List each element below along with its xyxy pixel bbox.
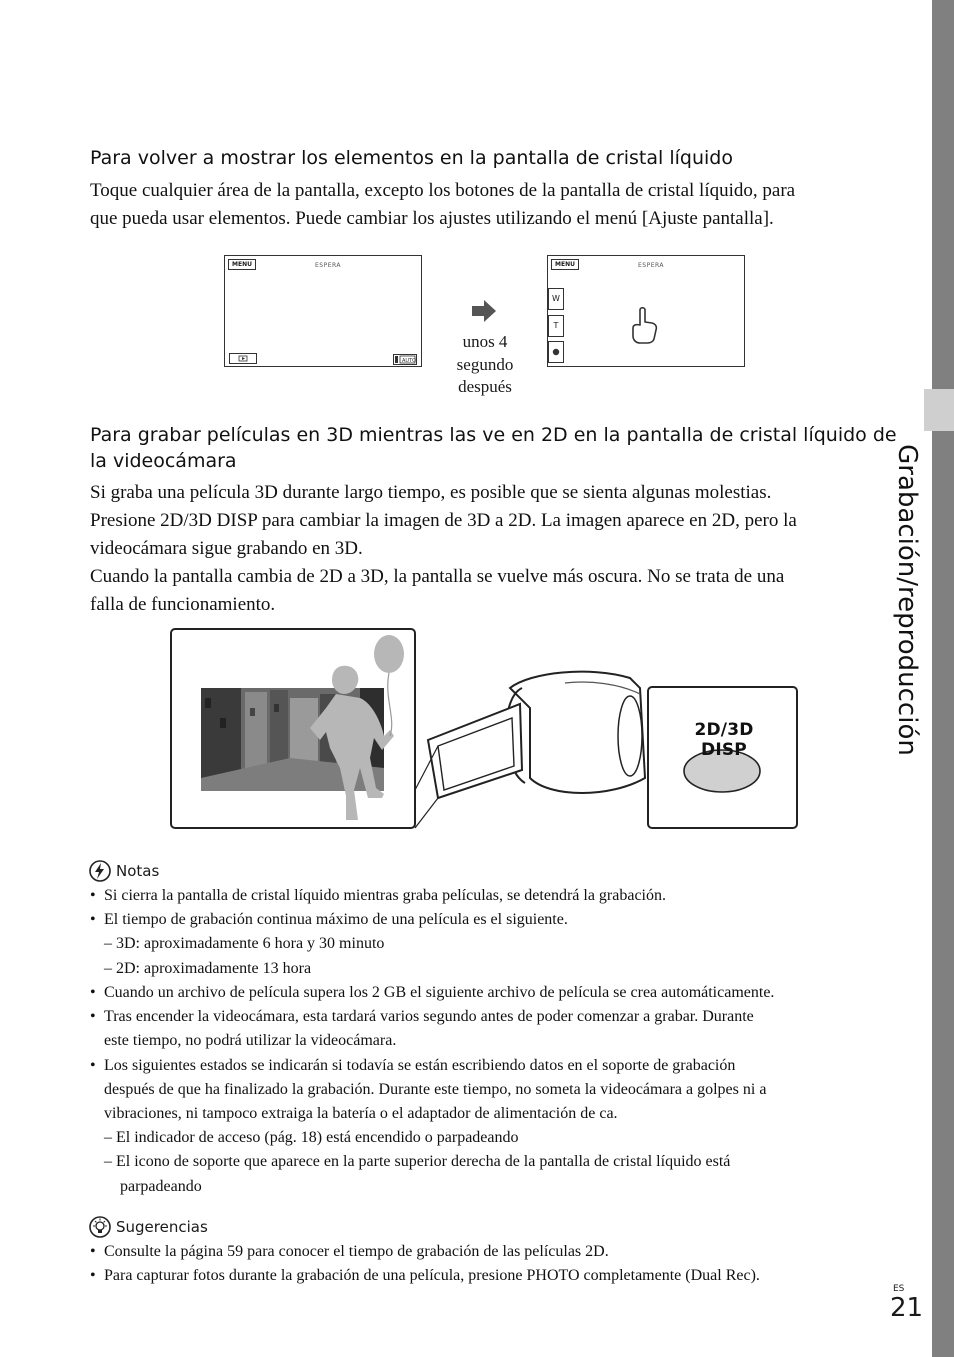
- page-number: 21: [890, 1293, 924, 1323]
- section2-heading-line-1: Para grabar películas en 3D mientras las ve en 2D en la pantalla de cristal líquido de: [90, 424, 897, 446]
- section1-heading: Para volver a mostrar los elementos en la pantalla de cristal líquido: [90, 147, 733, 169]
- note-line-6: Tras encender la videocámara, esta tardará varios segundo antes de poder comenzar a grabar. Durante: [104, 1008, 754, 1025]
- arrow-right-icon: [470, 298, 498, 324]
- bullet: •: [90, 1008, 96, 1025]
- section2-line-5: falla de funcionamiento.: [90, 594, 276, 615]
- note-line-3: – 3D: aproximadamente 6 hora y 30 minuto: [104, 935, 385, 952]
- menu-button: MENU: [228, 259, 256, 270]
- note-line-7: este tiempo, no podrá utilizar la videocámara.: [104, 1032, 397, 1049]
- status-label: ESPERA: [638, 262, 665, 269]
- bullet: •: [90, 887, 96, 904]
- note-line-8: Los siguientes estados se indicarán si todavía se están escribiendo datos en el soporte de grabación: [104, 1057, 736, 1074]
- note-line-1: Si cierra la pantalla de cristal líquido mientras graba películas, se detendrá la grabación.: [104, 887, 666, 904]
- lcd-screen-after: [547, 255, 745, 367]
- 2d3d-disp-label: 2D/3D DISP: [694, 720, 754, 760]
- section2-line-1: Si graba una película 3D durante largo tiempo, es posible que se sienta algunas molestias.: [90, 482, 772, 503]
- tip-line-2: Para capturar fotos durante la grabación de una película, presione PHOTO completamente (Dual Rec).: [104, 1267, 760, 1284]
- note-line-13: parpadeando: [120, 1178, 202, 1195]
- section-side-title: Grabación/reproducción: [892, 444, 922, 756]
- section2-line-2: Presione 2D/3D DISP para cambiar la imagen de 3D a 2D. La imagen aparece en 2D, pero la: [90, 510, 797, 531]
- bullet: •: [90, 984, 96, 1001]
- notes-title: Notas: [116, 862, 160, 880]
- transition-caption: [440, 331, 530, 399]
- side-bar-tab: [924, 389, 954, 431]
- svg-text:AUTO: AUTO: [402, 358, 417, 364]
- section2-line-3: videocámara sigue grabando en 3D.: [90, 538, 363, 559]
- section2-heading-line-2: la videocámara: [90, 450, 237, 472]
- playback-icon: [229, 353, 257, 364]
- lcd-screen-before: [224, 255, 422, 367]
- bullet: •: [90, 1243, 96, 1260]
- status-label: ESPERA: [315, 262, 342, 269]
- tips-lightbulb-icon: [89, 1216, 111, 1238]
- record-button: [548, 341, 564, 363]
- bullet: •: [90, 911, 96, 928]
- bullet: •: [90, 1267, 96, 1284]
- info-icon: [393, 352, 417, 363]
- note-line-11: – El indicador de acceso (pág. 18) está encendido o parpadeando: [104, 1129, 519, 1146]
- language-code: ES: [893, 1284, 905, 1294]
- side-bar: [932, 0, 954, 1357]
- caption-line-1: unos 4: [462, 332, 508, 351]
- tip-line-1: Consulte la página 59 para conocer el tiempo de grabación de las películas 2D.: [104, 1243, 609, 1260]
- tips-title: Sugerencias: [116, 1218, 208, 1236]
- zoom-w-button: W: [548, 288, 564, 310]
- note-line-2: El tiempo de grabación continua máximo de una película es el siguiente.: [104, 911, 568, 928]
- zoom-t-button: T: [548, 315, 564, 337]
- caption-line-2: segundo: [456, 354, 514, 374]
- section1-line-1: Toque cualquier área de la pantalla, excepto los botones de la pantalla de cristal líquido, para: [90, 180, 796, 201]
- menu-button: MENU: [551, 259, 579, 270]
- note-line-9: después de que ha finalizado la grabación. Durante este tiempo, no someta la videocámara a golpes ni a: [104, 1081, 767, 1098]
- note-line-4: – 2D: aproximadamente 13 hora: [104, 960, 312, 977]
- note-line-10: vibraciones, ni tampoco extraiga la batería o el adaptador de alimentación de ca.: [104, 1105, 618, 1122]
- section2-line-4: Cuando la pantalla cambia de 2D a 3D, la pantalla se vuelve más oscura. No se trata de una: [90, 566, 785, 587]
- caption-line-3: después: [458, 377, 512, 396]
- note-line-12: – El icono de soporte que aparece en la parte superior derecha de la pantalla de cristal líquido está: [104, 1153, 731, 1170]
- camcorder-illustration: [170, 628, 800, 832]
- note-line-5: Cuando un archivo de película supera los 2 GB el siguiente archivo de película se crea automáticamente.: [104, 984, 775, 1001]
- section1-line-2: que pueda usar elementos. Puede cambiar los ajustes utilizando el menú [Ajuste pantalla].: [90, 208, 774, 229]
- notes-icon: [89, 860, 111, 882]
- touch-finger-icon: [630, 306, 660, 346]
- bullet: •: [90, 1057, 96, 1074]
